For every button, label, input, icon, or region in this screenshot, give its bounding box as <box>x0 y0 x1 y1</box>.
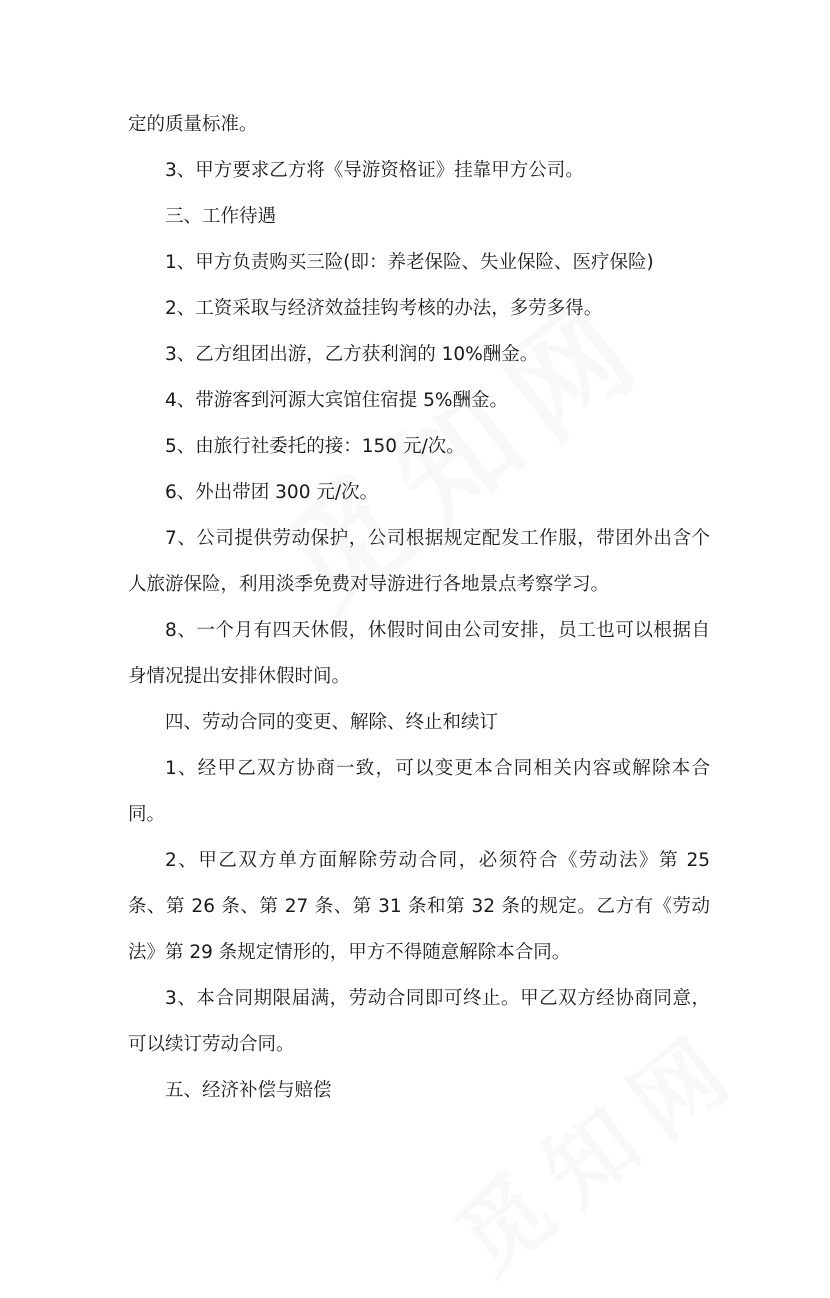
paragraph: 3、甲方要求乙方将《导游资格证》挂靠甲方公司。 <box>165 160 584 181</box>
paragraph: 2、工资采取与经济效益挂钩考核的办法，多劳多得。 <box>165 298 603 319</box>
paragraph-continuation: 定的质量标准。 <box>128 114 258 135</box>
paragraph: 2、甲乙双方单方面解除劳动合同，必须符合《劳动法》第 25 条、第 26 条、第 27 条、第 31 条和第 32 条的规定。乙方有《劳动法》第 29 条规定情形的，甲方不得随意解除本合同。 <box>128 850 710 963</box>
paragraph: 6、外出带团 300 元/次。 <box>165 482 379 503</box>
paragraph: 1、甲方负责购买三险(即：养老保险、失业保险、医疗保险) <box>165 252 654 273</box>
document-body <box>128 102 710 1114</box>
paragraph: 4、带游客到河源大宾馆住宿提 5%酬金。 <box>165 390 509 411</box>
paragraph: 1、经甲乙双方协商一致，可以变更本合同相关内容或解除本合同。 <box>128 758 710 825</box>
paragraph: 5、由旅行社委托的接：150 元/次。 <box>165 436 465 457</box>
section-heading: 三、工作待遇 <box>165 206 277 227</box>
paragraph: 8、一个月有四天休假，休假时间由公司安排，员工也可以根据自身情况提出安排休假时间。 <box>128 620 710 687</box>
section-heading: 四、劳动合同的变更、解除、终止和续订 <box>165 712 499 733</box>
paragraph: 3、本合同期限届满，劳动合同即可终止。甲乙双方经协商同意，可以续订劳动合同。 <box>128 988 710 1055</box>
paragraph: 3、乙方组团出游，乙方获利润的 10%酬金。 <box>165 344 539 365</box>
section-heading: 五、经济补偿与赔偿 <box>165 1080 332 1101</box>
paragraph: 7、公司提供劳动保护，公司根据规定配发工作服，带团外出含个人旅游保险，利用淡季免费对导游进行各地景点考察学习。 <box>128 528 710 595</box>
